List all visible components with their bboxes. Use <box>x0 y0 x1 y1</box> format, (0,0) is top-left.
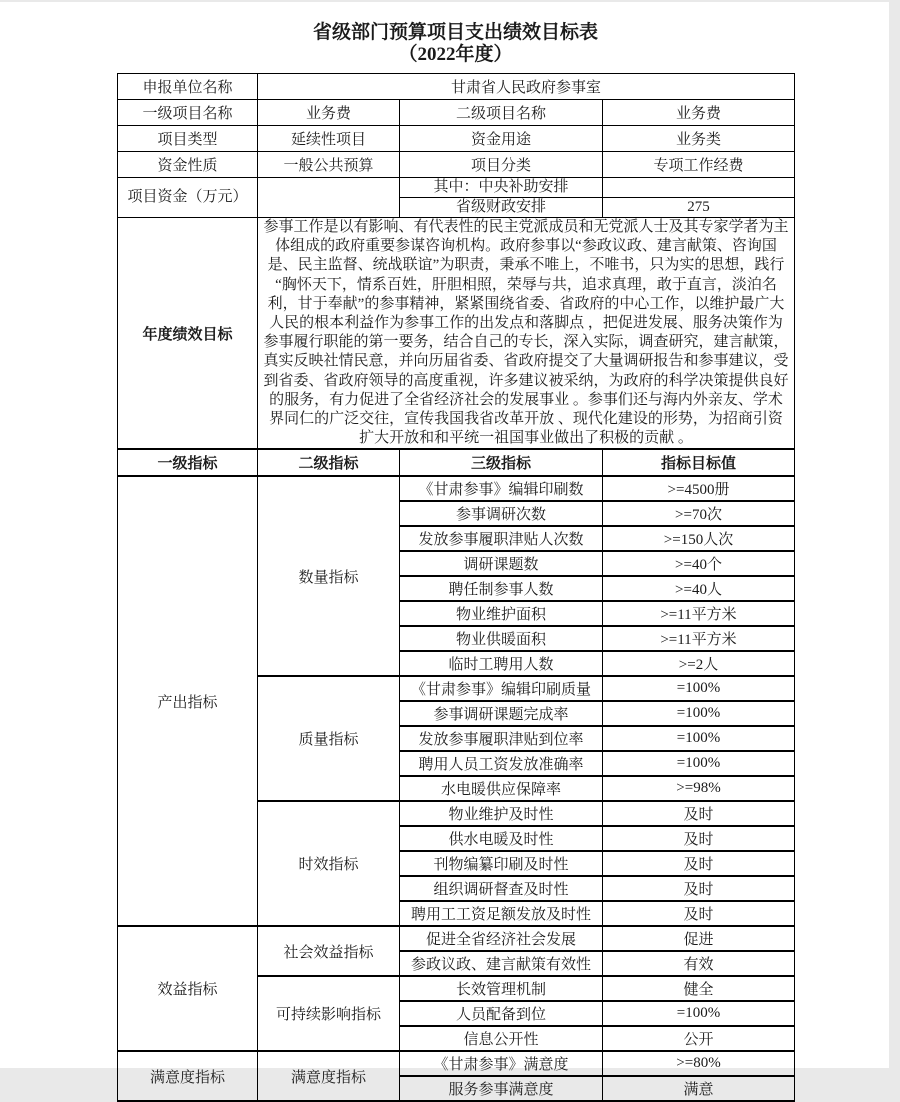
table-row <box>118 1051 795 1076</box>
table-row <box>118 152 795 178</box>
indicator-name-cell: 信息公开性 <box>400 1026 603 1051</box>
header-target: 指标目标值 <box>603 449 795 476</box>
indicator-name-cell: 《甘肃参事》满意度 <box>400 1051 603 1076</box>
indicator-name-cell: 供水电暖及时性 <box>400 826 603 851</box>
indicator-name-cell: 促进全省经济社会发展 <box>400 926 603 951</box>
indicator-name-cell: 发放参事履职津贴到位率 <box>400 726 603 751</box>
fund-use-label: 资金用途 <box>400 126 603 152</box>
indicator-target-cell: =100% <box>603 726 795 751</box>
indicator-name-cell: 聘任制参事人数 <box>400 576 603 601</box>
fund-nature-value: 一般公共预算 <box>258 152 400 178</box>
table-row <box>118 74 795 100</box>
header-level1: 一级指标 <box>118 449 258 476</box>
indicator-target-cell: >=80% <box>603 1051 795 1076</box>
indicator-target-cell: 健全 <box>603 976 795 1001</box>
provincial-finance-label: 省级财政安排 <box>400 198 603 218</box>
document-page <box>0 2 889 1099</box>
document-title-block <box>117 22 794 66</box>
indicator-target-cell: =100% <box>603 1001 795 1026</box>
indicator-target-cell: 公开 <box>603 1026 795 1051</box>
indicator-target-cell: >=40个 <box>603 551 795 576</box>
indicator-target-cell: >=98% <box>603 776 795 801</box>
indicator-name-cell: 刊物编纂印刷及时性 <box>400 851 603 876</box>
fund-nature-label: 资金性质 <box>118 152 258 178</box>
declare-unit-label: 申报单位名称 <box>118 74 258 100</box>
indicator-name-cell: 参政议政、建言献策有效性 <box>400 951 603 976</box>
indicator-target-cell: =100% <box>603 676 795 701</box>
indicator-name-cell: 参事调研课题完成率 <box>400 701 603 726</box>
table-row <box>118 218 795 450</box>
indicator-target-cell: >=40人 <box>603 576 795 601</box>
indicator-name-cell: 聘用人员工资发放准确率 <box>400 751 603 776</box>
central-subsidy-value <box>603 178 795 198</box>
header-level3: 三级指标 <box>400 449 603 476</box>
table-row <box>118 926 795 951</box>
indicator-target-cell: 及时 <box>603 801 795 826</box>
annual-goal-label: 年度绩效目标 <box>118 218 258 450</box>
indicator-name-cell: 临时工聘用人数 <box>400 651 603 676</box>
level2-group-timeliness: 时效指标 <box>258 801 400 926</box>
declare-unit-value: 甘肃省人民政府参事室 <box>258 74 795 100</box>
project-fund-value <box>258 178 400 218</box>
level2-project-label: 二级项目名称 <box>400 100 603 126</box>
indicator-target-cell: 及时 <box>603 901 795 926</box>
indicator-name-cell: 聘用工工资足额发放及时性 <box>400 901 603 926</box>
indicator-name-cell: 物业维护面积 <box>400 601 603 626</box>
table-row <box>118 476 795 501</box>
central-subsidy-label: 其中：中央补助安排 <box>400 178 603 198</box>
indicator-name-cell: 发放参事履职津贴人次数 <box>400 526 603 551</box>
indicator-name-cell: 《甘肃参事》编辑印刷质量 <box>400 676 603 701</box>
project-type-value: 延续性项目 <box>258 126 400 152</box>
indicator-target-cell: 及时 <box>603 826 795 851</box>
project-type-label: 项目类型 <box>118 126 258 152</box>
indicator-name-cell: 参事调研次数 <box>400 501 603 526</box>
table-row <box>118 100 795 126</box>
indicator-name-cell: 长效管理机制 <box>400 976 603 1001</box>
indicator-target-cell: 及时 <box>603 851 795 876</box>
page-title: 省级部门预算项目支出绩效目标表 <box>312 22 598 43</box>
indicator-name-cell: 人员配备到位 <box>400 1001 603 1026</box>
indicator-target-cell: >=4500册 <box>603 476 795 501</box>
indicator-target-cell: >=2人 <box>603 651 795 676</box>
indicator-target-cell: 满意 <box>603 1076 795 1101</box>
indicator-name-cell: 《甘肃参事》编辑印刷数 <box>400 476 603 501</box>
level1-group-output: 产出指标 <box>118 476 258 926</box>
performance-target-table <box>117 73 795 1102</box>
level1-group-satisfaction: 满意度指标 <box>118 1051 258 1101</box>
header-level2: 二级指标 <box>258 449 400 476</box>
table-row <box>118 126 795 152</box>
level1-project-value: 业务费 <box>258 100 400 126</box>
indicator-target-cell: >=11平方米 <box>603 601 795 626</box>
level2-group-quantity: 数量指标 <box>258 476 400 676</box>
indicator-header-row <box>118 449 795 476</box>
indicator-target-cell: >=150人次 <box>603 526 795 551</box>
level2-group-social-benefit: 社会效益指标 <box>258 926 400 976</box>
level1-group-benefit: 效益指标 <box>118 926 258 1051</box>
fund-use-value: 业务类 <box>603 126 795 152</box>
indicator-name-cell: 服务参事满意度 <box>400 1076 603 1101</box>
annual-goal-text: 参事工作是以有影响、有代表性的民主党派成员和无党派人士及其专家学者为主体组成的政府重要参谋咨询机构。政府参事以“参政议政、建言献策、咨询国是、民主监督、统战联谊”为职责，秉承不唯上，不唯书，只为实的思想，践行“胸怀天下，情系百姓，肝胆相照，荣辱与共，追求真理，敢于直言，淡泊名利，甘于奉献”的参事精神，紧紧围绕省委、省政府的中心工作，以维护最广大人民的根本利益作为参事工作的出发点和落脚点 ，把促进发展、服务决策作为参事履行职能的第一要务，结合自己的专长，深入实际，调查研究，建言献策，真实反映社情民意，并向历届省委、省政府提交了大量调研报告和参事建议，受到省委、省政府领导的高度重视，许多建议被采纳，为政府的科学决策提供良好的服务，有力促进了全省经济社会的发展事业 。参事们还与海内外亲友、学术界同仁的广泛交往，宣传我国我省改革开放 、现代化建设的形势，为招商引资扩大开放和和平统一祖国事业做出了积极的贡献 。 <box>258 218 795 450</box>
indicator-target-cell: 有效 <box>603 951 795 976</box>
project-class-label: 项目分类 <box>400 152 603 178</box>
indicator-name-cell: 物业供暖面积 <box>400 626 603 651</box>
indicator-target-cell: =100% <box>603 701 795 726</box>
project-fund-label: 项目资金（万元） <box>118 178 258 218</box>
level2-project-value: 业务费 <box>603 100 795 126</box>
level2-group-satisfaction: 满意度指标 <box>258 1051 400 1101</box>
indicator-target-cell: >=11平方米 <box>603 626 795 651</box>
indicator-target-cell: 及时 <box>603 876 795 901</box>
provincial-finance-value: 275 <box>603 198 795 218</box>
level2-group-sustainability: 可持续影响指标 <box>258 976 400 1051</box>
indicator-name-cell: 物业维护及时性 <box>400 801 603 826</box>
indicator-name-cell: 调研课题数 <box>400 551 603 576</box>
indicator-target-cell: =100% <box>603 751 795 776</box>
level1-project-label: 一级项目名称 <box>118 100 258 126</box>
indicator-name-cell: 组织调研督查及时性 <box>400 876 603 901</box>
level2-group-quality: 质量指标 <box>258 676 400 801</box>
indicator-target-cell: >=70次 <box>603 501 795 526</box>
table-row <box>118 178 795 198</box>
indicator-target-cell: 促进 <box>603 926 795 951</box>
project-class-value: 专项工作经费 <box>603 152 795 178</box>
indicator-name-cell: 水电暖供应保障率 <box>400 776 603 801</box>
page-subtitle: （2022年度） <box>398 44 513 65</box>
